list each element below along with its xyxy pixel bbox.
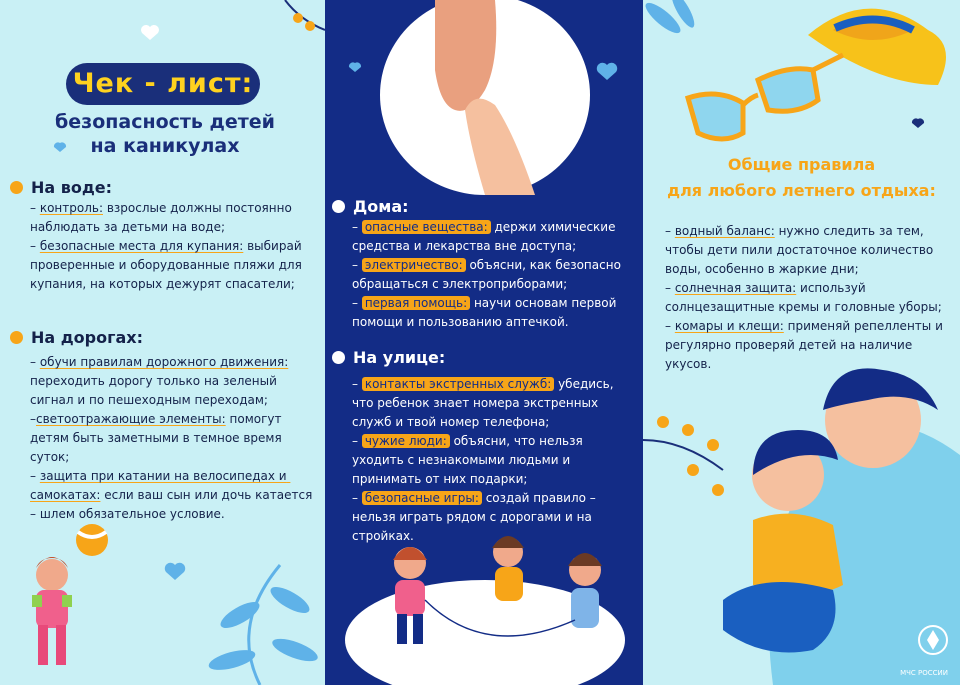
section-body-home: – опасные вещества: держи химические средства и лекарства вне доступа; – электричество: объясни, как безопасно обращаться с электроприборами; – первая помощь: научи основам первой помощи и пользованию аптечкой. — [352, 220, 625, 329]
item-text: выбирай проверенные и оборудованные пляжи для купания, на которых дежурят спасатели; — [30, 239, 306, 291]
item-text: переходить дорогу только на зеленый сигнал и по пешеходным переходам; — [30, 355, 293, 407]
section-heading-street — [332, 348, 637, 367]
section-roads — [10, 328, 315, 524]
item-text: нужно следить за тем, чтобы дети пили достаточное количество воды, особенно в жаркие дни; — [665, 224, 938, 276]
item-text: создай правило – нельзя играть рядом с дорогами и на стройках. — [352, 491, 600, 543]
heart-icon — [141, 25, 159, 40]
item-text: если ваш сын или дочь катается – шлем обязательное условие. — [30, 488, 317, 521]
item-label: комары и клещи: — [674, 319, 784, 333]
section-home — [332, 197, 637, 332]
section-body-roads: – обучи правилам дорожного движения: переходить дорогу только на зеленый сигнал и по пешеходным переходам; –светоотражающие элементы: помогут детям быть заметными в темное время суток; – защита при катании на велосипедах и самокатах: если ваш сын или дочь катается – шлем обязательное условие. — [30, 355, 317, 521]
item-label: светоотражающие элементы: — [36, 412, 226, 426]
child-figure-icon — [32, 557, 72, 665]
right-title — [643, 152, 960, 204]
sun-branch-icon — [643, 416, 724, 496]
ball-icon — [76, 524, 108, 556]
item-label: защита при катании на велосипедах и самокатах: — [30, 469, 291, 502]
leaf-icon — [643, 0, 698, 38]
item-label: водный баланс: — [674, 224, 775, 238]
item-text: помогут детям быть заметными в темное время суток; — [30, 412, 286, 464]
hands-illustration-icon — [380, 0, 590, 195]
section-heading-roads — [10, 328, 315, 347]
item-text: взрослые должны постоянно наблюдать за детьми на воде; — [30, 201, 296, 234]
item-text: научи основам первой помощи и пользованию аптечкой. — [352, 296, 621, 329]
heading-text: Дома: — [353, 197, 409, 216]
bullet-dot-icon — [332, 200, 345, 213]
children-playing-icon — [345, 536, 625, 685]
item-label: контроль: — [39, 201, 103, 215]
item-text: используй солнцезащитные кремы и головные уборы; — [665, 281, 942, 314]
sunglasses-icon — [688, 55, 843, 139]
heading-text: На воде: — [31, 178, 113, 197]
section-body-street: – контакты экстренных служб: убедись, что ребенок знает номера экстренных служб и твой номер телефона; – чужие люди: объясни, что нельзя уходить с незнакомыми людьми и принимать от них подарки; – безопасные игры: создай правило – нельзя играть рядом с дорогами и на стройках. — [352, 377, 618, 543]
section-body-water: – контроль: взрослые должны постоянно наблюдать за детьми на воде; – безопасные места для купания: выбирай проверенные и оборудованные пляжи для купания, на которых дежурят спасатели; — [30, 201, 306, 291]
item-label: безопасные места для купания: — [39, 239, 244, 253]
item-label: безопасные игры: — [362, 491, 482, 505]
section-street — [332, 348, 637, 546]
bullet-dot-icon — [332, 351, 345, 364]
item-text: объясни, что нельзя уходить с незнакомыми людьми и принимать от них подарки; — [352, 434, 587, 486]
item-text: убедись, что ребенок знает номера экстренных служб и твой номер телефона; — [352, 377, 618, 429]
right-title-line-2: для любого летнего отдыха: — [667, 181, 936, 200]
right-panel — [643, 0, 960, 685]
sun-hat-icon — [808, 9, 946, 85]
item-text: применяй репелленты и регулярно проверяй детей на наличие укусов. — [665, 319, 947, 371]
father-daughter-icon — [723, 368, 960, 685]
left-panel — [0, 0, 325, 685]
item-label: опасные вещества: — [362, 220, 491, 234]
item-label: контакты экстренных служб: — [362, 377, 554, 391]
item-text: объясни, как безопасно обращаться с электроприборами; — [352, 258, 625, 291]
page-subtitle — [20, 110, 310, 158]
subtitle-line-1: безопасность детей — [55, 111, 275, 133]
mchs-logo-text: МЧС РОССИИ — [900, 669, 948, 677]
item-label: чужие люди: — [362, 434, 450, 448]
leaf-icon — [207, 565, 321, 685]
section-heading-water — [10, 178, 315, 197]
item-text: держи химические средства и лекарства вне доступа; — [352, 220, 620, 253]
bullet-dot-icon — [10, 181, 23, 194]
middle-panel — [325, 0, 643, 685]
item-label: электричество: — [362, 258, 466, 272]
heart-icon — [912, 118, 924, 128]
right-title-line-1: Общие правила — [727, 155, 876, 174]
section-water — [10, 178, 315, 294]
sun-branch-icon — [285, 0, 325, 31]
bullet-dot-icon — [10, 331, 23, 344]
section-heading-home — [332, 197, 637, 216]
middle-decorations — [325, 0, 643, 685]
heading-text: На улице: — [353, 348, 446, 367]
heart-icon — [165, 563, 185, 580]
heart-icon — [349, 62, 361, 72]
heading-text: На дорогах: — [31, 328, 143, 347]
page-title: Чек - лист: — [66, 63, 260, 105]
item-label: обучи правилам дорожного движения: — [39, 355, 289, 369]
right-rules-list: – водный баланс: нужно следить за тем, чтобы дети пили достаточное количество воды, особенно в жаркие дни; – солнечная защита: используй солнцезащитные кремы и головные уборы; – комары и клещи: применяй репелленты и регулярно проверяй детей на наличие укусов. — [665, 224, 947, 371]
item-label: первая помощь: — [362, 296, 470, 310]
item-label: солнечная защита: — [674, 281, 797, 295]
heart-icon — [597, 63, 617, 80]
subtitle-line-2: на каникулах — [90, 135, 240, 157]
